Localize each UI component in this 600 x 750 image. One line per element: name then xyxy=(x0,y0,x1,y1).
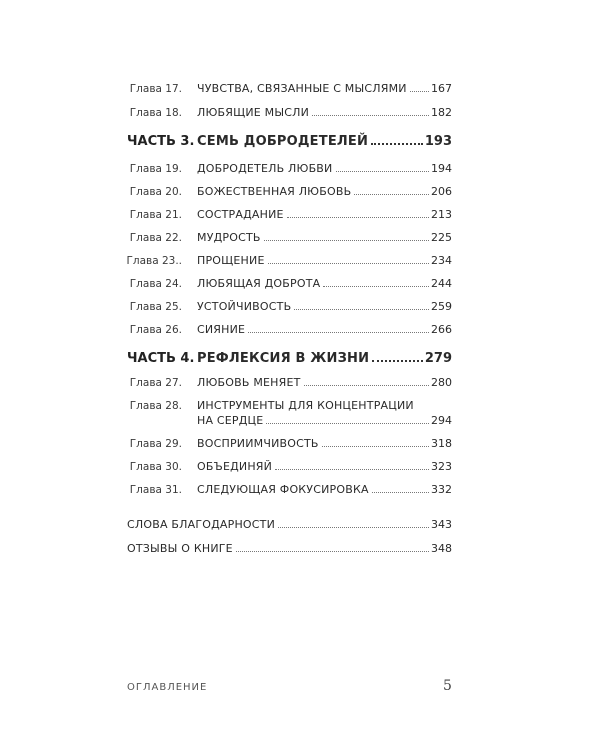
page-number: 194 xyxy=(431,162,452,175)
folio-page-number: 5 xyxy=(443,678,452,694)
page-number: 343 xyxy=(431,518,452,531)
dot-leader xyxy=(371,143,423,145)
entry-title: ПРОЩЕНИЕ xyxy=(197,254,265,267)
dot-leader xyxy=(268,263,429,264)
chapter-label: Глава 26. xyxy=(129,324,182,336)
chapter-label: Глава 19. xyxy=(129,163,182,175)
entry-title: СИЯНИЕ xyxy=(197,323,246,336)
entry-title: СОСТРАДАНИЕ xyxy=(197,208,284,221)
entry-title: БОЖЕСТВЕННАЯ ЛЮБОВЬ xyxy=(197,185,352,198)
chapter-label: Глава 23.. xyxy=(126,255,182,267)
toc-entry[interactable] xyxy=(197,277,452,290)
entry-title: СЛОВА БЛАГОДАРНОСТИ xyxy=(127,518,275,531)
chapter-label: Глава 31. xyxy=(129,484,182,496)
page-number: 167 xyxy=(431,82,452,95)
entry-title: УСТОЙЧИВОСТЬ xyxy=(197,300,292,313)
entry-title: СЛЕДУЮЩАЯ ФОКУСИРОВКА xyxy=(197,483,369,496)
dot-leader xyxy=(322,446,429,447)
toc-entry[interactable] xyxy=(197,437,452,450)
entry-title: ОБЪЕДИНЯЙ xyxy=(197,460,273,473)
dot-leader xyxy=(372,360,423,362)
toc-entry-first-line[interactable] xyxy=(197,399,452,412)
dot-leader xyxy=(236,551,429,552)
toc-entry[interactable] xyxy=(197,231,452,244)
chapter-label: Глава 25. xyxy=(129,301,182,313)
entry-title: ЛЮБЯЩИЕ МЫСЛИ xyxy=(197,106,310,119)
chapter-label: Глава 27. xyxy=(129,377,182,389)
running-footer-section: ОГЛАВЛЕНИЕ xyxy=(127,682,208,693)
page-number: 332 xyxy=(431,483,452,496)
dot-leader xyxy=(410,91,429,92)
page-number: 259 xyxy=(431,300,452,313)
chapter-label: Глава 29. xyxy=(129,438,182,450)
entry-title: ЛЮБОВЬ МЕНЯЕТ xyxy=(197,376,301,389)
toc-entry[interactable] xyxy=(197,106,452,119)
entry-title: ИНСТРУМЕНТЫ ДЛЯ КОНЦЕНТРАЦИИ xyxy=(197,399,414,412)
chapter-label: Глава 18. xyxy=(129,107,182,119)
dot-leader xyxy=(304,385,429,386)
toc-entry[interactable] xyxy=(197,185,452,198)
dot-leader xyxy=(264,240,429,241)
page-number: 294 xyxy=(431,414,452,427)
page-number: 280 xyxy=(431,376,452,389)
toc-entry[interactable] xyxy=(197,323,452,336)
toc-entry[interactable] xyxy=(197,376,452,389)
chapter-label: Глава 20. xyxy=(129,186,182,198)
page-number: 348 xyxy=(431,542,452,555)
page-number: 182 xyxy=(431,106,452,119)
page-number: 193 xyxy=(424,134,452,149)
part-title: РЕФЛЕКСИЯ В ЖИЗНИ xyxy=(197,351,370,366)
dot-leader xyxy=(336,171,430,172)
chapter-label: Глава 30. xyxy=(129,461,182,473)
dot-leader xyxy=(354,194,429,195)
toc-entry-second-line[interactable] xyxy=(197,414,452,427)
dot-leader xyxy=(312,115,429,116)
page-number: 318 xyxy=(431,437,452,450)
page-number: 225 xyxy=(431,231,452,244)
dot-leader xyxy=(323,286,429,287)
part-label: ЧАСТЬ 3. xyxy=(127,134,195,149)
toc-entry[interactable] xyxy=(197,208,452,221)
toc-entry[interactable] xyxy=(197,300,452,313)
chapter-label: Глава 24. xyxy=(129,278,182,290)
dot-leader xyxy=(266,423,429,424)
entry-title: ДОБРОДЕТЕЛЬ ЛЮБВИ xyxy=(197,162,333,175)
toc-entry[interactable] xyxy=(197,162,452,175)
entry-title: ЧУВСТВА, СВЯЗАННЫЕ С МЫСЛЯМИ xyxy=(197,82,407,95)
dot-leader xyxy=(248,332,429,333)
entry-title: ОТЗЫВЫ О КНИГЕ xyxy=(127,542,233,555)
chapter-label: Глава 28. xyxy=(129,400,182,412)
page-number: 234 xyxy=(431,254,452,267)
toc-entry[interactable] xyxy=(197,254,452,267)
dot-leader xyxy=(287,217,429,218)
toc-part-entry[interactable] xyxy=(197,134,452,149)
page-number: 213 xyxy=(431,208,452,221)
entry-title-continued: НА СЕРДЦЕ xyxy=(197,414,264,427)
dot-leader xyxy=(275,469,429,470)
chapter-label: Глава 21. xyxy=(129,209,182,221)
dot-leader xyxy=(372,492,429,493)
toc-entry-reviews[interactable] xyxy=(127,542,452,555)
toc-part-entry[interactable] xyxy=(197,351,452,366)
entry-title: ВОСПРИИМЧИВОСТЬ xyxy=(197,437,319,450)
entry-title: МУДРОСТЬ xyxy=(197,231,261,244)
part-label: ЧАСТЬ 4. xyxy=(127,351,195,366)
chapter-label: Глава 22. xyxy=(129,232,182,244)
toc-entry[interactable] xyxy=(197,82,452,95)
dot-leader xyxy=(278,527,429,528)
chapter-label: Глава 17. xyxy=(129,83,182,95)
page-number: 323 xyxy=(431,460,452,473)
toc-entry[interactable] xyxy=(197,460,452,473)
part-title: СЕМЬ ДОБРОДЕТЕЛЕЙ xyxy=(197,134,369,149)
toc-entry[interactable] xyxy=(197,483,452,496)
dot-leader xyxy=(294,309,429,310)
entry-title: ЛЮБЯЩАЯ ДОБРОТА xyxy=(197,277,321,290)
page-number: 266 xyxy=(431,323,452,336)
page-number: 244 xyxy=(431,277,452,290)
page-number: 206 xyxy=(431,185,452,198)
page-number: 279 xyxy=(424,351,452,366)
toc-entry-acknowledgements[interactable] xyxy=(127,518,452,531)
